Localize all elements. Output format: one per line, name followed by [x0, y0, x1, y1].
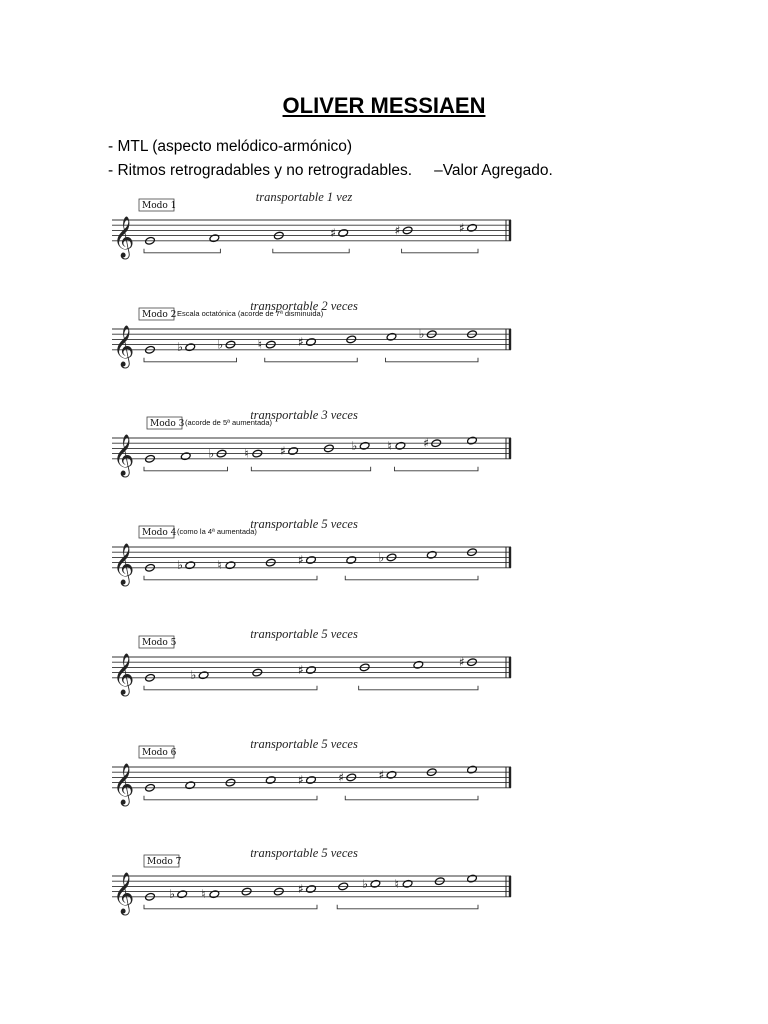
transposition-label: transportable 5 veces [250, 846, 358, 860]
whole-note [467, 436, 478, 445]
sharp-accidental-icon: ♯ [330, 226, 337, 240]
natural-accidental-icon: ♮ [244, 446, 249, 461]
group-bracket [273, 249, 349, 253]
transposition-label: transportable 2 veces [250, 299, 358, 313]
whole-note [338, 229, 349, 238]
group-bracket [386, 358, 479, 362]
sharp-accidental-icon: ♯ [338, 770, 345, 785]
sharp-accidental-icon: ♯ [298, 882, 304, 896]
whole-note [177, 890, 188, 899]
group-bracket [345, 796, 478, 800]
transposition-label: transportable 5 veces [250, 517, 358, 531]
whole-note [306, 338, 317, 347]
sharp-accidental-icon: ♯ [423, 436, 430, 451]
mode-label: Modo 7 [147, 857, 182, 867]
group-bracket [337, 905, 478, 909]
whole-note [386, 770, 397, 779]
flat-accidental-icon: ♭ [418, 327, 425, 342]
mode-label: Modo 5 [142, 638, 177, 648]
whole-note [185, 781, 196, 790]
transposition-label: transportable 3 veces [250, 408, 358, 422]
treble-clef-icon: 𝄞 [113, 763, 135, 805]
whole-note [265, 776, 276, 785]
group-bracket [144, 358, 237, 362]
whole-note [180, 452, 191, 461]
flat-accidental-icon: ♭ [177, 558, 183, 573]
group-bracket [144, 467, 228, 471]
group-bracket [402, 249, 478, 253]
treble-clef-icon: 𝄞 [113, 325, 135, 367]
whole-note [359, 441, 370, 450]
whole-note [306, 885, 317, 894]
group-bracket [144, 686, 317, 690]
whole-note [209, 890, 220, 899]
treble-clef-icon: 𝄞 [113, 434, 135, 476]
group-bracket [345, 576, 478, 580]
natural-accidental-icon: ♮ [217, 558, 222, 573]
mode-label: Modo 3 [150, 419, 185, 429]
whole-note [288, 447, 299, 456]
whole-note [306, 776, 317, 785]
whole-note [467, 223, 478, 232]
flat-accidental-icon: ♭ [177, 340, 183, 355]
whole-note [395, 441, 406, 450]
mode-note: Escala octatónica (acorde de 7ª disminuida) [177, 309, 324, 318]
page-title: OLIVER MESSIAEN [282, 93, 486, 118]
treble-clef-icon: 𝄞 [113, 653, 135, 695]
treble-clef-icon: 𝄞 [113, 543, 135, 585]
whole-note [346, 556, 357, 565]
sharp-accidental-icon: ♯ [459, 220, 465, 235]
flat-accidental-icon: ♭ [378, 550, 385, 565]
whole-note [370, 879, 381, 888]
bullet-ritmos-text: - Ritmos retrogradables y no retrogradables. [108, 162, 413, 179]
group-bracket [144, 796, 317, 800]
whole-note [467, 765, 478, 774]
whole-note [402, 879, 413, 888]
whole-note [306, 556, 317, 565]
sharp-accidental-icon: ♯ [298, 663, 304, 677]
transposition-label: transportable 1 vez [255, 190, 353, 204]
mode-label: Modo 4 [142, 528, 177, 538]
whole-note [209, 234, 220, 243]
natural-accidental-icon: ♮ [201, 887, 206, 902]
group-bracket [144, 249, 220, 253]
group-bracket [265, 358, 358, 362]
treble-clef-icon: 𝄞 [113, 216, 135, 258]
whole-note [386, 332, 397, 341]
flat-accidental-icon: ♭ [208, 446, 215, 461]
sharp-accidental-icon: ♯ [394, 223, 401, 238]
treble-clef-icon: 𝄞 [113, 872, 135, 914]
sharp-accidental-icon: ♯ [298, 773, 304, 787]
group-bracket [251, 467, 370, 471]
flat-accidental-icon: ♭ [351, 438, 358, 453]
whole-note [185, 561, 196, 570]
whole-note [185, 343, 196, 352]
whole-note [306, 666, 317, 675]
whole-note [426, 550, 437, 559]
whole-note [413, 660, 424, 669]
sharp-accidental-icon: ♯ [298, 553, 304, 567]
mode-note: (acorde de 5ª aumentada) [185, 418, 272, 427]
transposition-label: transportable 5 veces [250, 737, 358, 751]
natural-accidental-icon: ♮ [387, 438, 392, 453]
mode-label: Modo 2 [142, 310, 177, 320]
natural-accidental-icon: ♮ [257, 337, 263, 352]
flat-accidental-icon: ♭ [169, 887, 175, 902]
natural-accidental-icon: ♮ [394, 876, 399, 891]
group-bracket [359, 686, 478, 690]
transposition-label: transportable 5 veces [250, 627, 358, 641]
sharp-accidental-icon: ♯ [378, 767, 385, 782]
mode-note: (como la 4ª aumentada) [177, 527, 257, 536]
flat-accidental-icon: ♭ [190, 668, 197, 683]
group-bracket [394, 467, 478, 471]
bullet-mtl: - MTL (aspecto melódico-armónico) [108, 138, 353, 155]
sharp-accidental-icon: ♯ [280, 444, 286, 458]
group-bracket [144, 576, 317, 580]
flat-accidental-icon: ♭ [362, 876, 369, 891]
group-bracket [144, 905, 317, 909]
flat-accidental-icon: ♭ [217, 337, 224, 352]
mode-label: Modo 1 [142, 201, 177, 211]
whole-note [198, 671, 209, 680]
bullet-valor-agregado: –Valor Agregado. [434, 162, 553, 179]
sharp-accidental-icon: ♯ [298, 335, 304, 349]
whole-note [467, 874, 478, 883]
mode-label: Modo 6 [142, 748, 177, 758]
whole-note [225, 561, 236, 570]
sharp-accidental-icon: ♯ [459, 655, 465, 670]
